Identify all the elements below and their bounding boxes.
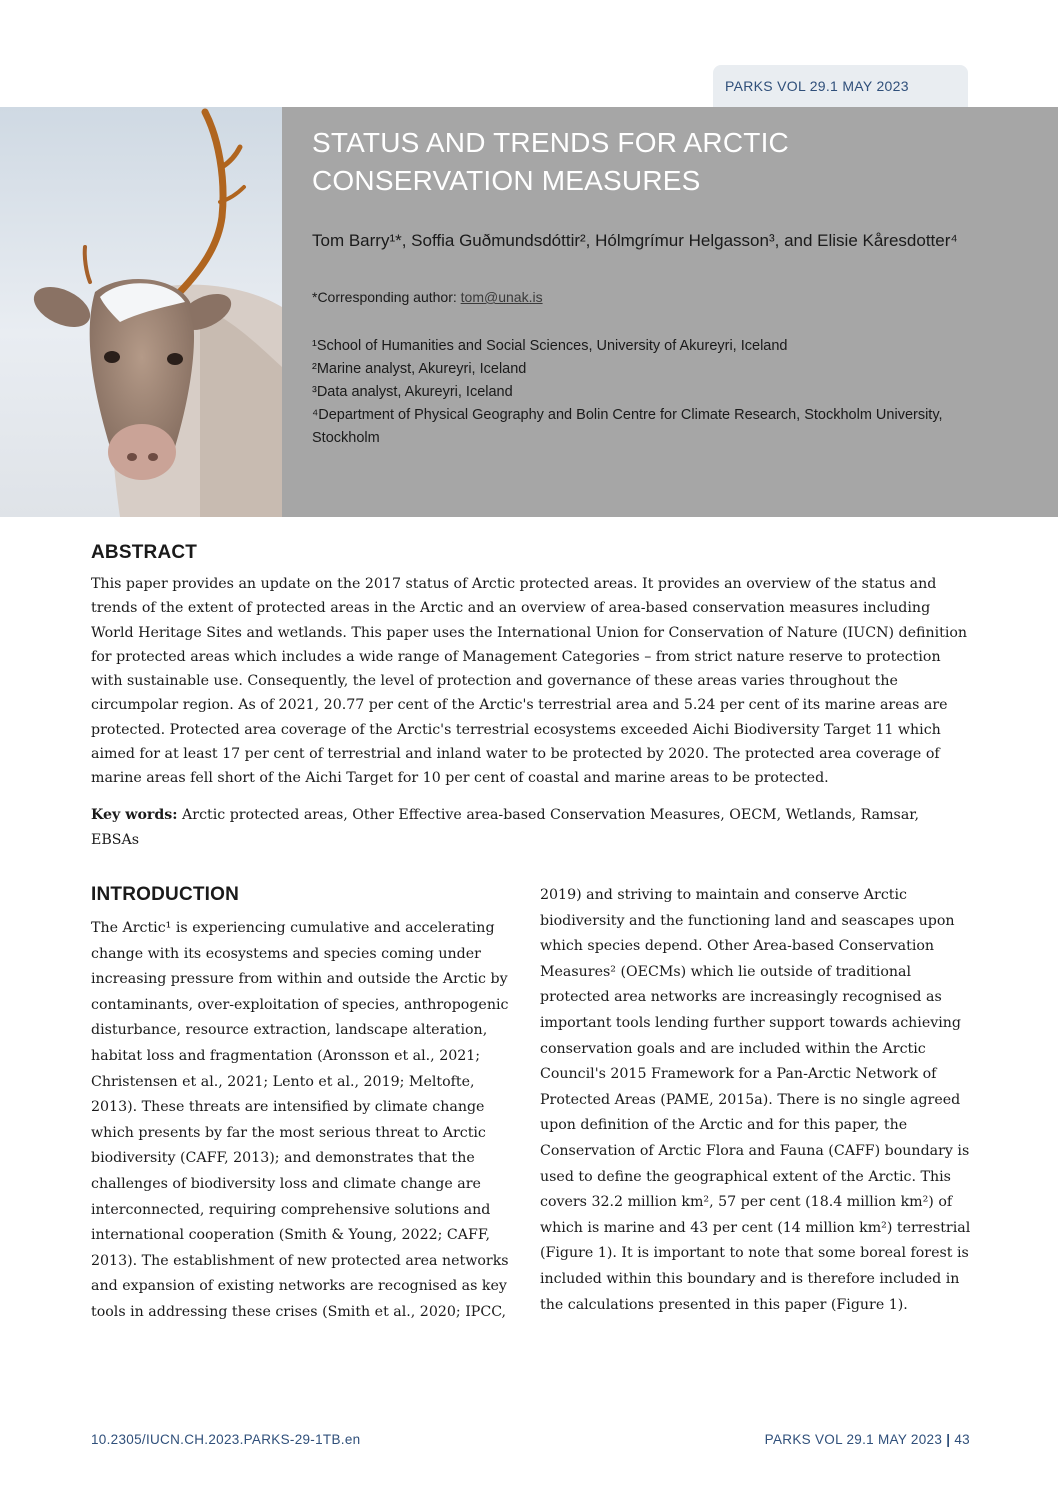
journal-header-tab xyxy=(713,65,968,107)
affiliation-item: ¹School of Humanities and Social Sciences, University of Akureyri, Iceland xyxy=(312,338,788,354)
journal-header-label: PARKS VOL 29.1 MAY 2023 xyxy=(725,78,909,94)
corresponding-email-link[interactable]: tom@unak.is xyxy=(460,289,543,305)
introduction-heading: INTRODUCTION xyxy=(91,884,240,905)
affiliation-item: ²Marine analyst, Akureyri, Iceland xyxy=(312,361,527,377)
footer-journal: PARKS VOL 29.1 MAY 2023 xyxy=(764,1432,943,1447)
footer-separator: | xyxy=(946,1432,951,1447)
corresponding-label: *Corresponding author: xyxy=(312,289,461,305)
doi-link[interactable]: 10.2305/IUCN.CH.2023.PARKS-29-1TB.en xyxy=(91,1432,361,1447)
author-list: Tom Barry¹*, Soffia Guðmundsdóttir², Hólmgrímur Helgasson³, and Elisie Kåresdotter⁴ xyxy=(312,231,958,250)
page-number: 43 xyxy=(954,1432,970,1447)
keywords-label: Key words: xyxy=(91,807,178,823)
article-title: STATUS AND TRENDS FOR ARCTIC CONSERVATION MEASURES xyxy=(312,127,789,196)
introduction-column-1: The Arctic¹ is experiencing cumulative and accelerating change with its ecosystems and species coming under increasing pressure from within and outside the Arctic by contaminants, over-exploitation of species, anthropogenic disturbance, resource extraction, landscape alteration, habitat loss and fragmentation (Aronsson et al., 2021; Christensen et al., 2021; Lento et al., 2019; Meltofte, 2013). These threats are intensified by climate change which presents by far the most serious threat to Arctic biodiversity (CAFF, 2013); and demonstrates that the challenges of biodiversity loss and climate change are interconnected, requiring comprehensive solutions and international cooperation (Smith & Young, 2022; CAFF, 2013). The establishment of new protected area networks and expansion of existing networks are recognised as key tools in addressing these crises (Smith et al., 2020; IPCC, xyxy=(91,920,509,1320)
footer-journal-page xyxy=(765,1432,970,1447)
reindeer-illustration xyxy=(0,107,282,517)
introduction-column-2: 2019) and striving to maintain and conserve Arctic biodiversity and the functioning land and seascapes upon which species depend. Other Area-based Conservation Measures² (OECMs) which lie outside of traditional protected area networks are increasingly recognised as important tools lending further support towards achieving conservation goals and are included within the Arctic Council's 2015 Framework for a Pan-Arctic Network of Protected Areas (PAME, 2015a). There is no single agreed upon definition of the Arctic and for this paper, the Conservation of Arctic Flora and Fauna (CAFF) boundary is used to define the geographical extent of the Arctic. This covers 32.2 million km², 57 per cent (18.4 million km²) of which is marine and 43 per cent (14 million km²) terrestrial (Figure 1). It is important to note that some boreal forest is included within this boundary and is therefore included in the calculations presented in this paper (Figure 1). xyxy=(540,887,971,1313)
affiliation-item: ³Data analyst, Akureyri, Iceland xyxy=(312,384,513,400)
keywords xyxy=(91,803,971,853)
reindeer-photo xyxy=(0,107,282,517)
abstract-text: This paper provides an update on the 2017 status of Arctic protected areas. It provides an overview of the status and trends of the extent of protected areas in the Arctic and an overview of area-based conservation measures including World Heritage Sites and wetlands. This paper uses the International Union for Conservation of Nature (IUCN) definition for protected areas which includes a wide range of Management Categories – from strict nature reserve to protection with sustainable use. Consequently, the level of protection and governance of these areas varies throughout the circumpolar region. As of 2021, 20.77 per cent of the Arctic's terrestrial area and 5.24 per cent of its marine areas are protected. Protected area coverage of the Arctic's terrestrial ecosystems exceeded Aichi Biodiversity Target 11 which aimed for at least 17 per cent of terrestrial and inland water to be protected by 2020. The protected area coverage of marine areas fell short of the Aichi Target for 10 per cent of coastal and marine areas to be protected. xyxy=(91,576,968,787)
keywords-list: Arctic protected areas, Other Effective area-based Conservation Measures, OECM, Wetlands, Ramsar, EBSAs xyxy=(91,807,920,848)
corresponding-author xyxy=(312,289,912,305)
affiliation-item: ⁴Department of Physical Geography and Bolin Centre for Climate Research, Stockholm University, Stockholm xyxy=(312,407,943,446)
affiliation-list xyxy=(312,335,1002,450)
abstract-heading: ABSTRACT xyxy=(91,542,198,563)
